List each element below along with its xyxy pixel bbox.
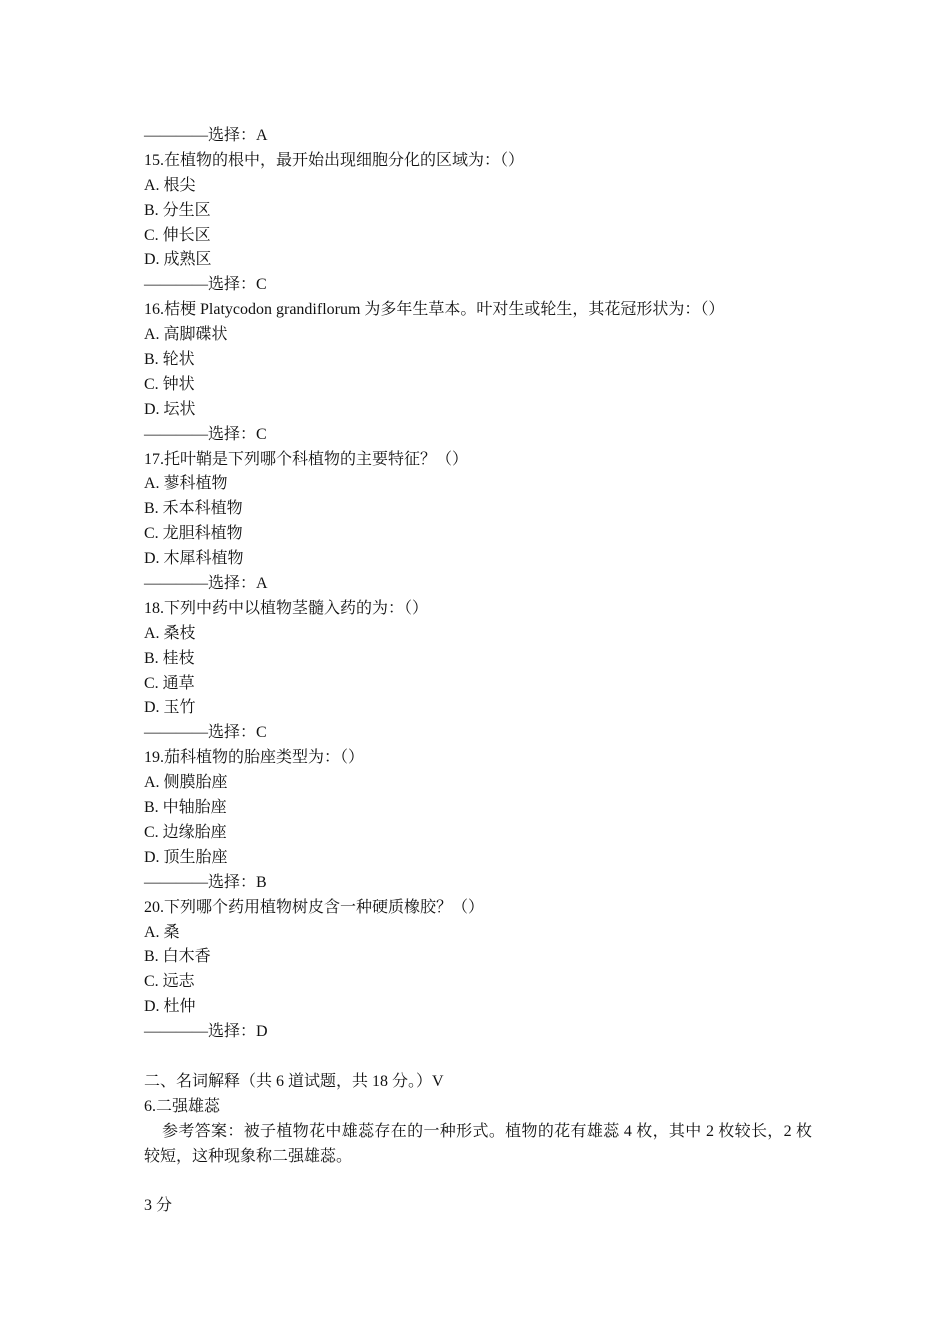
option-a: A. 侧膜胎座 [144, 774, 228, 792]
score-label: 3 分 [144, 1197, 173, 1215]
option-b: B. 禾本科植物 [144, 500, 243, 518]
question-block [144, 746, 812, 895]
section-heading: 二、名词解释（共 6 道试题，共 18 分。）V [144, 1072, 444, 1090]
option-a: A. 高脚碟状 [144, 326, 228, 344]
question-text: 18.下列中药中以植物茎髓入药的为：（） [144, 599, 429, 617]
question-text: 19.茄科植物的胎座类型为：（） [144, 749, 365, 767]
reference-answer: 参考答案：被子植物花中雄蕊存在的一种形式。植物的花有雄蕊 4 枚，其中 2 枚较长，2 枚较短，这种现象称二强雄蕊。 [144, 1122, 812, 1165]
option-b: B. 白木香 [144, 948, 211, 966]
question-block [144, 448, 812, 597]
blank-spacer [144, 1045, 812, 1070]
option-b: B. 中轴胎座 [144, 799, 227, 817]
answer-line: ————选择：B [144, 873, 267, 891]
option-b: B. 分生区 [144, 201, 211, 219]
option-c: C. 伸长区 [144, 226, 211, 244]
option-a: A. 蓼科植物 [144, 475, 228, 493]
option-c: C. 钟状 [144, 375, 195, 393]
option-d: D. 坛状 [144, 400, 196, 418]
question-text: 17.托叶鞘是下列哪个科植物的主要特征？（） [144, 450, 469, 468]
question-text: 15.在植物的根中，最开始出现细胞分化的区域为：（） [144, 151, 525, 169]
answer-line: ————选择：A [144, 575, 268, 593]
question-block [144, 896, 812, 1045]
answer-line: ————选择：C [144, 724, 267, 742]
document-page [144, 124, 812, 1219]
option-d: D. 木犀科植物 [144, 550, 244, 568]
option-b: B. 桂枝 [144, 649, 195, 667]
question-block [144, 149, 812, 298]
answer-line: ————选择：C [144, 425, 267, 443]
term-title: 6.二强雄蕊 [144, 1097, 221, 1115]
option-b: B. 轮状 [144, 351, 195, 369]
option-c: C. 远志 [144, 973, 195, 991]
question-block [144, 298, 812, 447]
answer-line: ————选择：D [144, 1023, 268, 1041]
blank-spacer [144, 1169, 812, 1194]
option-a: A. 桑枝 [144, 624, 196, 642]
previous-answer-line: ————选择：A [144, 127, 268, 144]
question-block [144, 597, 812, 746]
option-a: A. 根尖 [144, 176, 196, 194]
answer-line: ————选择：C [144, 276, 267, 294]
option-d: D. 杜仲 [144, 998, 196, 1016]
option-a: A. 桑 [144, 923, 180, 941]
question-text: 16.桔梗 Platycodon grandiflorum 为多年生草本。叶对生或轮生，其花冠形状为：（） [144, 301, 725, 319]
option-d: D. 顶生胎座 [144, 848, 228, 866]
question-text: 20.下列哪个药用植物树皮含一种硬质橡胶？（） [144, 898, 485, 916]
option-c: C. 龙胆科植物 [144, 525, 243, 543]
option-c: C. 边缘胎座 [144, 823, 227, 841]
option-d: D. 玉竹 [144, 699, 196, 717]
option-c: C. 通草 [144, 674, 195, 692]
option-d: D. 成熟区 [144, 251, 212, 269]
